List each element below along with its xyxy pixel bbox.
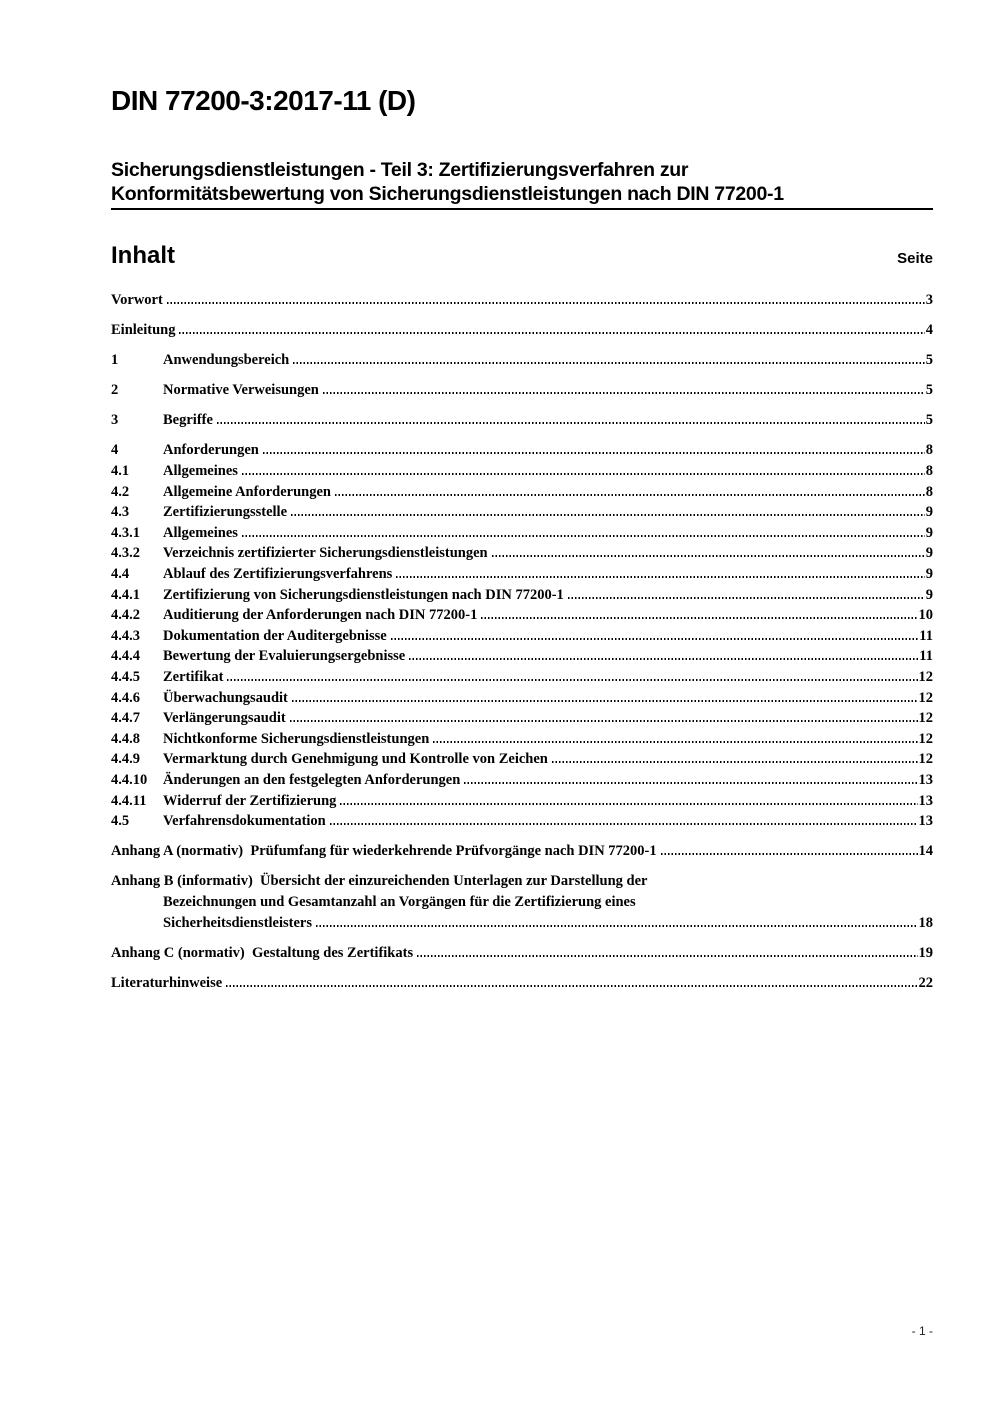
toc-entry-number: 4.5 (111, 813, 130, 830)
toc-entry-label: Anhang C (normativ) Gestaltung des Zertifikats (111, 944, 414, 961)
toc-entry-label: Allgemeine Anforderungen (163, 483, 331, 500)
toc-entry (111, 440, 933, 461)
toc-dot-leader (464, 782, 917, 784)
toc-entry-page: 14 (918, 843, 933, 860)
toc-entry-number: 4.4.10 (111, 771, 148, 788)
toc-dot-leader (167, 302, 925, 304)
toc-dot-leader (242, 473, 925, 475)
toc-page-column-label: Seite (897, 250, 933, 267)
toc-entry-page: 11 (919, 627, 933, 644)
document-title (111, 158, 933, 206)
toc-entry-label: Begriffe (163, 412, 213, 429)
toc-entry (111, 973, 933, 994)
header-rule (111, 208, 933, 210)
toc-entry-page: 12 (918, 751, 933, 768)
toc-dot-leader (481, 617, 917, 619)
toc-entry (111, 585, 933, 606)
toc-entry-label: Nichtkonforme Sicherungsdienstleistungen (163, 730, 430, 747)
toc-dot-leader (226, 985, 917, 987)
toc-entry (111, 913, 933, 934)
toc-entry-label: Änderungen an den festgelegten Anforderungen (163, 771, 461, 788)
toc-entry (111, 811, 933, 832)
toc-entry (111, 380, 933, 401)
toc-entry-label: Literaturhinweise (111, 974, 223, 991)
toc-entry-page: 5 (925, 412, 933, 429)
toc-entry-page: 11 (919, 648, 933, 665)
toc-entry-page: 13 (918, 813, 933, 830)
footer-page-number: - 1 - (911, 1324, 933, 1338)
toc-entry (111, 350, 933, 371)
toc-entry (111, 523, 933, 544)
toc-entry-number: 4.3.2 (111, 545, 140, 562)
toc-dot-leader (290, 720, 918, 722)
toc-dot-leader (340, 803, 917, 805)
toc-entry-label: Bezeichnungen und Gesamtanzahl an Vorgängen für die Zertifizierung eines (163, 893, 636, 910)
toc-entry-number: 4.4 (111, 566, 130, 583)
toc-entry-number: 4.4.8 (111, 730, 140, 747)
toc-dot-leader (552, 761, 918, 763)
toc-entry-page: 8 (925, 483, 933, 500)
toc-entry-page: 9 (925, 545, 933, 562)
toc-entry (111, 410, 933, 431)
toc-entry (111, 749, 933, 770)
toc-entry-page: 22 (918, 974, 933, 991)
toc-entry-label: Allgemeines (163, 524, 238, 541)
toc-entry-label: Sicherheitsdienstleisters (163, 914, 313, 931)
toc-entry-page: 12 (918, 730, 933, 747)
toc-dot-leader (291, 514, 925, 516)
toc-entry-number: 2 (111, 382, 119, 399)
toc-entry-label: Anwendungsbereich (163, 352, 290, 369)
toc-entry (111, 320, 933, 341)
toc-entry-page: 5 (925, 382, 933, 399)
toc-entry-label: Anforderungen (163, 442, 259, 459)
toc-entry-page: 12 (918, 689, 933, 706)
toc-dot-leader (179, 332, 924, 334)
toc-entry-page: 12 (918, 710, 933, 727)
toc-dot-leader (323, 392, 925, 394)
toc-entry-number: 4.4.6 (111, 689, 140, 706)
toc-entry (111, 564, 933, 585)
toc-dot-leader (217, 422, 925, 424)
toc-entry-label: Anhang A (normativ) Prüfumfang für wiederkehrende Prüfvorgänge nach DIN 77200-1 (111, 843, 657, 860)
toc-dot-leader (227, 679, 917, 681)
toc-entry-label: Verfahrensdokumentation (163, 813, 326, 830)
toc-entry-label: Verzeichnis zertifizierter Sicherungsdienstleistungen (163, 545, 488, 562)
toc-entry-number: 4.1 (111, 463, 130, 480)
toc-entry-page: 9 (925, 566, 933, 583)
toc-entry-number: 1 (111, 352, 119, 369)
toc-entry (111, 543, 933, 564)
toc-entry-label: Normative Verweisungen (163, 382, 319, 399)
toc-heading: Inhalt (111, 242, 175, 269)
toc-entry-page: 9 (925, 586, 933, 603)
toc-entry-label: Verlängerungsaudit (163, 710, 286, 727)
toc-dot-leader (433, 741, 917, 743)
toc-entry (111, 667, 933, 688)
toc-dot-leader (316, 925, 917, 927)
toc-entry (111, 871, 933, 892)
toc-header (111, 241, 933, 271)
toc-dot-leader (293, 362, 925, 364)
toc-entry-number: 4.2 (111, 483, 130, 500)
toc-dot-leader (417, 955, 917, 957)
toc-entry (111, 626, 933, 647)
toc-entry (111, 290, 933, 311)
toc-entry-page: 5 (925, 352, 933, 369)
toc-entry-label: Überwachungsaudit (163, 689, 288, 706)
toc-entry-number: 3 (111, 412, 119, 429)
toc-entry (111, 482, 933, 503)
toc-entry-label: Zertifizierung von Sicherungsdienstleistungen nach DIN 77200-1 (163, 586, 564, 603)
toc-list (111, 290, 933, 993)
toc-entry (111, 729, 933, 750)
toc-dot-leader (242, 535, 925, 537)
toc-entry-page: 12 (918, 669, 933, 685)
toc-entry-page: 18 (918, 914, 933, 931)
toc-dot-leader (568, 597, 925, 599)
toc-entry-label: Widerruf der Zertifizierung (163, 792, 337, 809)
toc-entry-page: 13 (918, 771, 933, 788)
toc-entry (111, 791, 933, 812)
toc-dot-leader (492, 555, 925, 557)
toc-entry-number: 4 (111, 442, 119, 459)
toc-entry-label: Ablauf des Zertifizierungsverfahrens (163, 566, 393, 583)
toc-entry-number: 4.4.5 (111, 669, 140, 685)
toc-entry-number: 4.4.11 (111, 792, 147, 809)
toc-entry (111, 943, 933, 964)
toc-entry-number: 4.4.1 (111, 586, 140, 603)
toc-entry-number: 4.4.9 (111, 751, 140, 768)
toc-entry-label: Zertifizierungsstelle (163, 504, 288, 521)
toc-dot-leader (409, 658, 918, 660)
toc-dot-leader (330, 823, 918, 825)
toc-entry-page: 8 (925, 442, 933, 459)
toc-entry-page: 13 (918, 792, 933, 809)
toc-entry-label: Vorwort (111, 292, 163, 308)
toc-entry-label: Vermarktung durch Genehmigung und Kontrolle von Zeichen (163, 751, 548, 768)
toc-entry (111, 841, 933, 862)
toc-entry (111, 461, 933, 482)
toc-dot-leader (391, 638, 919, 640)
toc-entry-page: 9 (925, 504, 933, 521)
toc-entry-label: Anhang B (informativ) Übersicht der einzureichenden Unterlagen zur Darstellung der (111, 873, 648, 890)
toc-entry (111, 770, 933, 791)
toc-entry-label: Allgemeines (163, 463, 238, 480)
toc-entry-label: Bewertung der Evaluierungsergebnisse (163, 648, 406, 665)
document-number: DIN 77200-3:2017-11 (D) (111, 85, 416, 116)
toc-entry (111, 502, 933, 523)
toc-entry-label: Einleitung (111, 322, 176, 339)
toc-entry-page: 10 (918, 607, 933, 624)
toc-entry-number: 4.4.4 (111, 648, 140, 665)
toc-dot-leader (661, 853, 918, 855)
toc-entry-number: 4.3 (111, 504, 130, 521)
toc-entry (111, 688, 933, 709)
toc-entry-page: 4 (925, 322, 933, 339)
toc-dot-leader (292, 700, 918, 702)
toc-entry (111, 892, 933, 913)
toc-entry-page: 8 (925, 463, 933, 480)
toc-entry-label: Zertifikat (163, 669, 224, 685)
toc-dot-leader (263, 452, 925, 454)
toc-entry-page: 19 (918, 944, 933, 961)
toc-entry-page: 3 (925, 292, 933, 308)
document-title-line1: Sicherungsdienstleistungen - Teil 3: Zertifizierungsverfahren zur (111, 159, 689, 181)
toc-entry (111, 646, 933, 667)
toc-entry-number: 4.4.7 (111, 710, 140, 727)
toc-entry-number: 4.3.1 (111, 524, 140, 541)
toc-entry-label: Auditierung der Anforderungen nach DIN 77200-1 (163, 607, 478, 624)
toc-entry (111, 605, 933, 626)
toc-dot-leader (335, 494, 925, 496)
toc-dot-leader (396, 576, 924, 578)
toc-entry (111, 708, 933, 729)
toc-entry-label: Dokumentation der Auditergebnisse (163, 627, 387, 644)
toc-entry-page: 9 (925, 524, 933, 541)
toc-entry-number: 4.4.3 (111, 627, 140, 644)
document-title-line2: Konformitätsbewertung von Sicherungsdienstleistungen nach DIN 77200-1 (111, 183, 784, 205)
toc-entry-number: 4.4.2 (111, 607, 140, 624)
